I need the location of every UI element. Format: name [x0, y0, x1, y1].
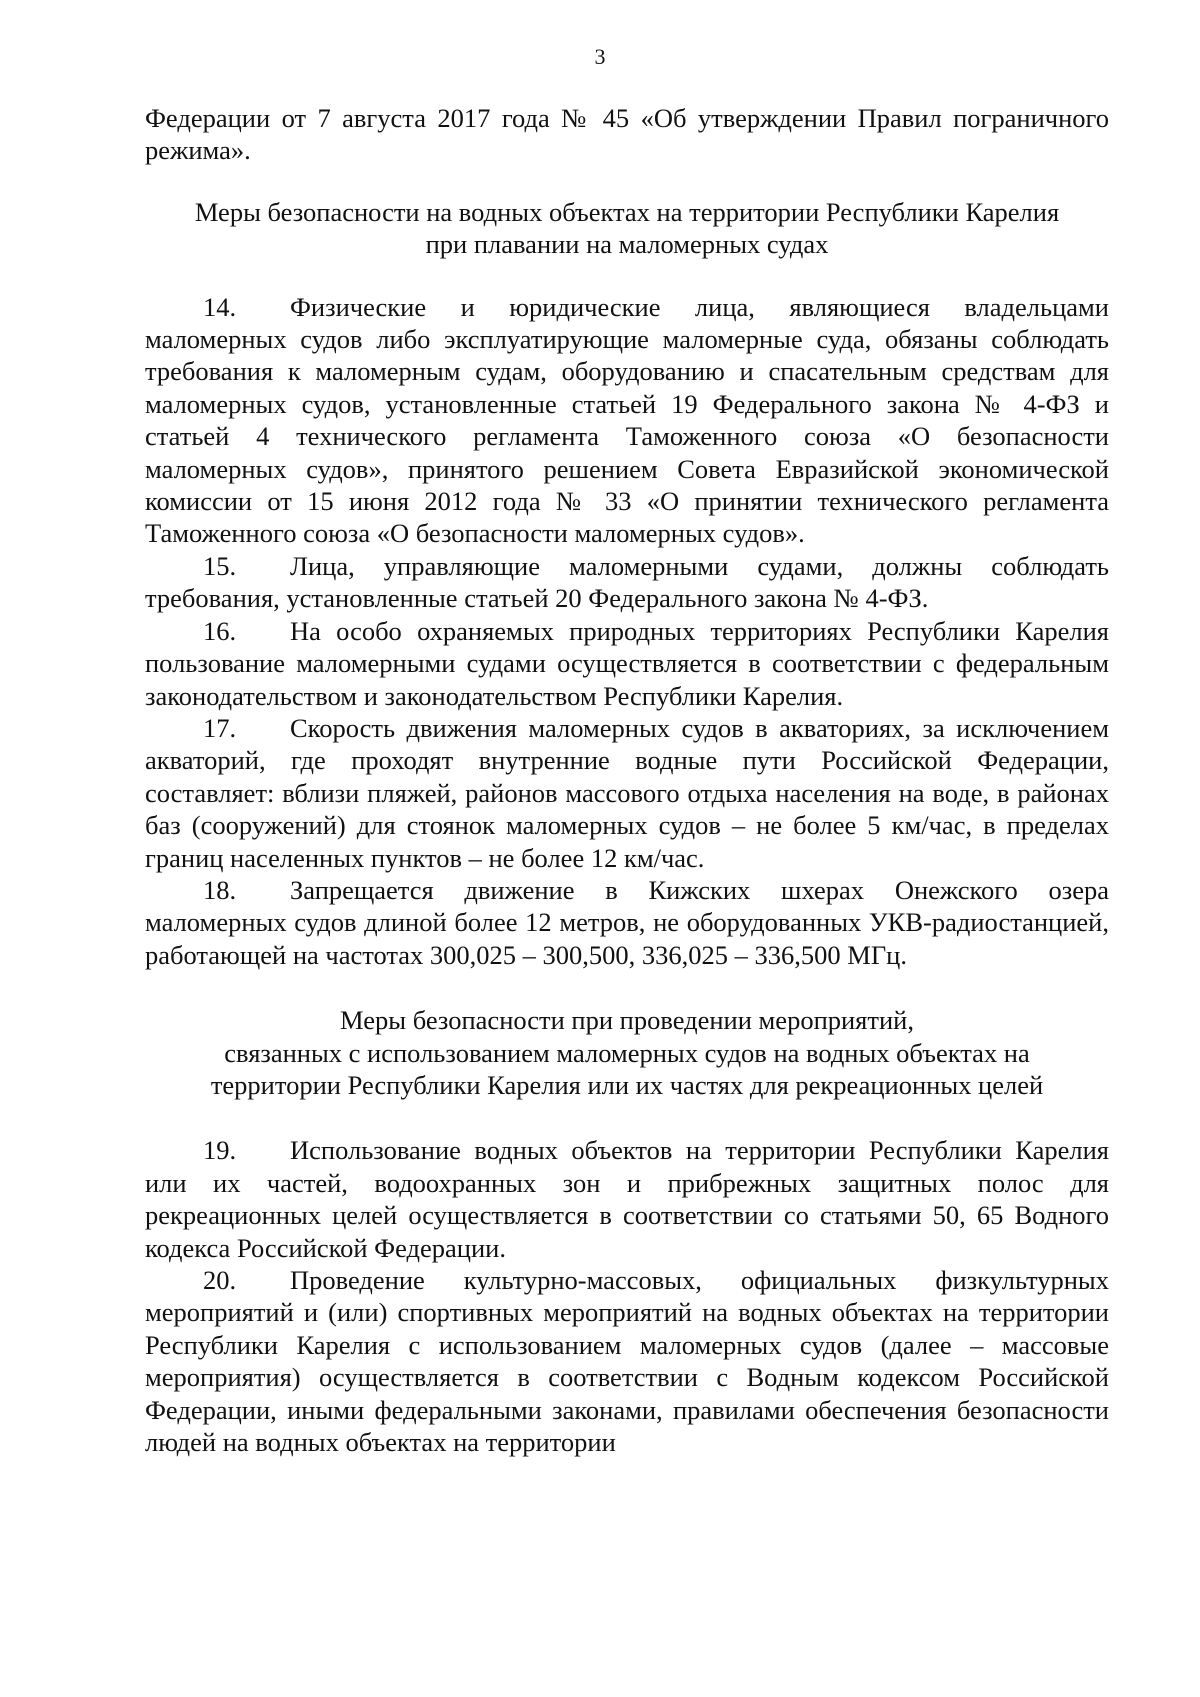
- section-heading-line: территории Республики Карелия или их частях для рекреационных целей: [210, 1069, 1044, 1100]
- paragraph-17: [145, 712, 1109, 874]
- paragraph-number: 16.: [203, 615, 237, 646]
- paragraph-number: 20.: [203, 1265, 237, 1295]
- paragraph-text: Скорость движения маломерных судов в акваториях, за исключением акваторий, где проходят внутренние водные пути Российской Федерации, составляет: вблизи пляжей, районов массового отдыха населения на воде, в районах баз (сооружений) для стоянок маломерных судов – не более 5 км/час, в пределах границ населенных пунктов – не более 12 км/час.: [145, 712, 1109, 873]
- paragraph-text: Проведение культурно-массовых, официальных физкультурных мероприятий и (или) спортивных мероприятий на водных объектах на территории Республики Карелия с использованием маломерных судов (далее – массовые мероприятия) осуществляется в соответствии с Водным кодексом Российской Федерации, иными федеральными законами, правилами обеспечения безопасности людей на водных объектах на территории: [145, 1265, 1109, 1458]
- document-body: [145, 102, 1109, 1458]
- paragraph-text: На особо охраняемых природных территориях Республики Карелия пользование маломерными судами осуществляется в соответствии с федеральным законодательством и законодательством Республики Карелия.: [145, 615, 1109, 711]
- section-heading-line: при плавании на маломерных судах: [425, 229, 829, 260]
- paragraph-18: [145, 874, 1109, 971]
- paragraph-19: [145, 1134, 1109, 1264]
- paragraph-text: Лица, управляющие маломерными судами, должны соблюдать требования, установленные статьей 20 Федерального закона № 4-ФЗ.: [145, 550, 1109, 614]
- paragraph-15: [145, 550, 1109, 615]
- paragraph-number: 17.: [203, 712, 237, 743]
- page-number: 3: [594, 44, 606, 69]
- paragraph-number: 19.: [203, 1135, 237, 1166]
- paragraph-20: [145, 1264, 1109, 1458]
- spacer: [145, 1101, 1109, 1134]
- paragraph-text: Физические и юридические лица, являющиеся владельцами маломерных судов либо эксплуатирующие маломерные суда, обязаны соблюдать требования к маломерным судам, оборудованию и спасательным средствам для маломерных судов, установленные статьей 19 Федерального закона № 4-ФЗ и статьей 4 технического регламента Таможенного союза «О безопасности маломерных судов», принятого решением Совета Евразийской экономической комиссии от 15 июня 2012 года № 33 «О принятии технического регламента Таможенного союза «О безопасности маломерных судов».: [145, 291, 1109, 549]
- section-heading-line: Меры безопасности на водных объектах на территории Республики Карелия: [194, 196, 1060, 227]
- section-heading-line: связанных с использованием маломерных судов на водных объектах на: [224, 1037, 1030, 1068]
- paragraph-text: Использование водных объектов на территории Республики Карелия или их частей, водоохранных зон и прибрежных защитных полос для рекреационных целей осуществляется в соответствии со статьями 50, 65 Водного кодекса Российской Федерации.: [145, 1135, 1109, 1263]
- paragraph-number: 15.: [203, 550, 237, 581]
- paragraph-14: [145, 291, 1109, 550]
- paragraph-number: 14.: [203, 291, 237, 322]
- section-heading-water-safety: [145, 196, 1109, 261]
- spacer: [145, 261, 1109, 291]
- intro-paragraph: Федерации от 7 августа 2017 года № 45 «Об утверждении Правил пограничного режима».: [145, 103, 1109, 166]
- section-heading-events-safety: [145, 1004, 1109, 1101]
- section-heading-line: Меры безопасности при проведении мероприятий,: [340, 1005, 914, 1036]
- spacer: [145, 971, 1109, 1004]
- paragraph-16: [145, 615, 1109, 712]
- paragraph-number: 18.: [203, 874, 237, 905]
- paragraph-text: Запрещается движение в Кижских шхерах Онежского озера маломерных судов длиной более 12 метров, не оборудованных УКВ-радиостанцией, работающей на частотах 300,025 – 300,500, 336,025 – 336,500 МГц.: [145, 874, 1109, 970]
- spacer: [145, 167, 1109, 196]
